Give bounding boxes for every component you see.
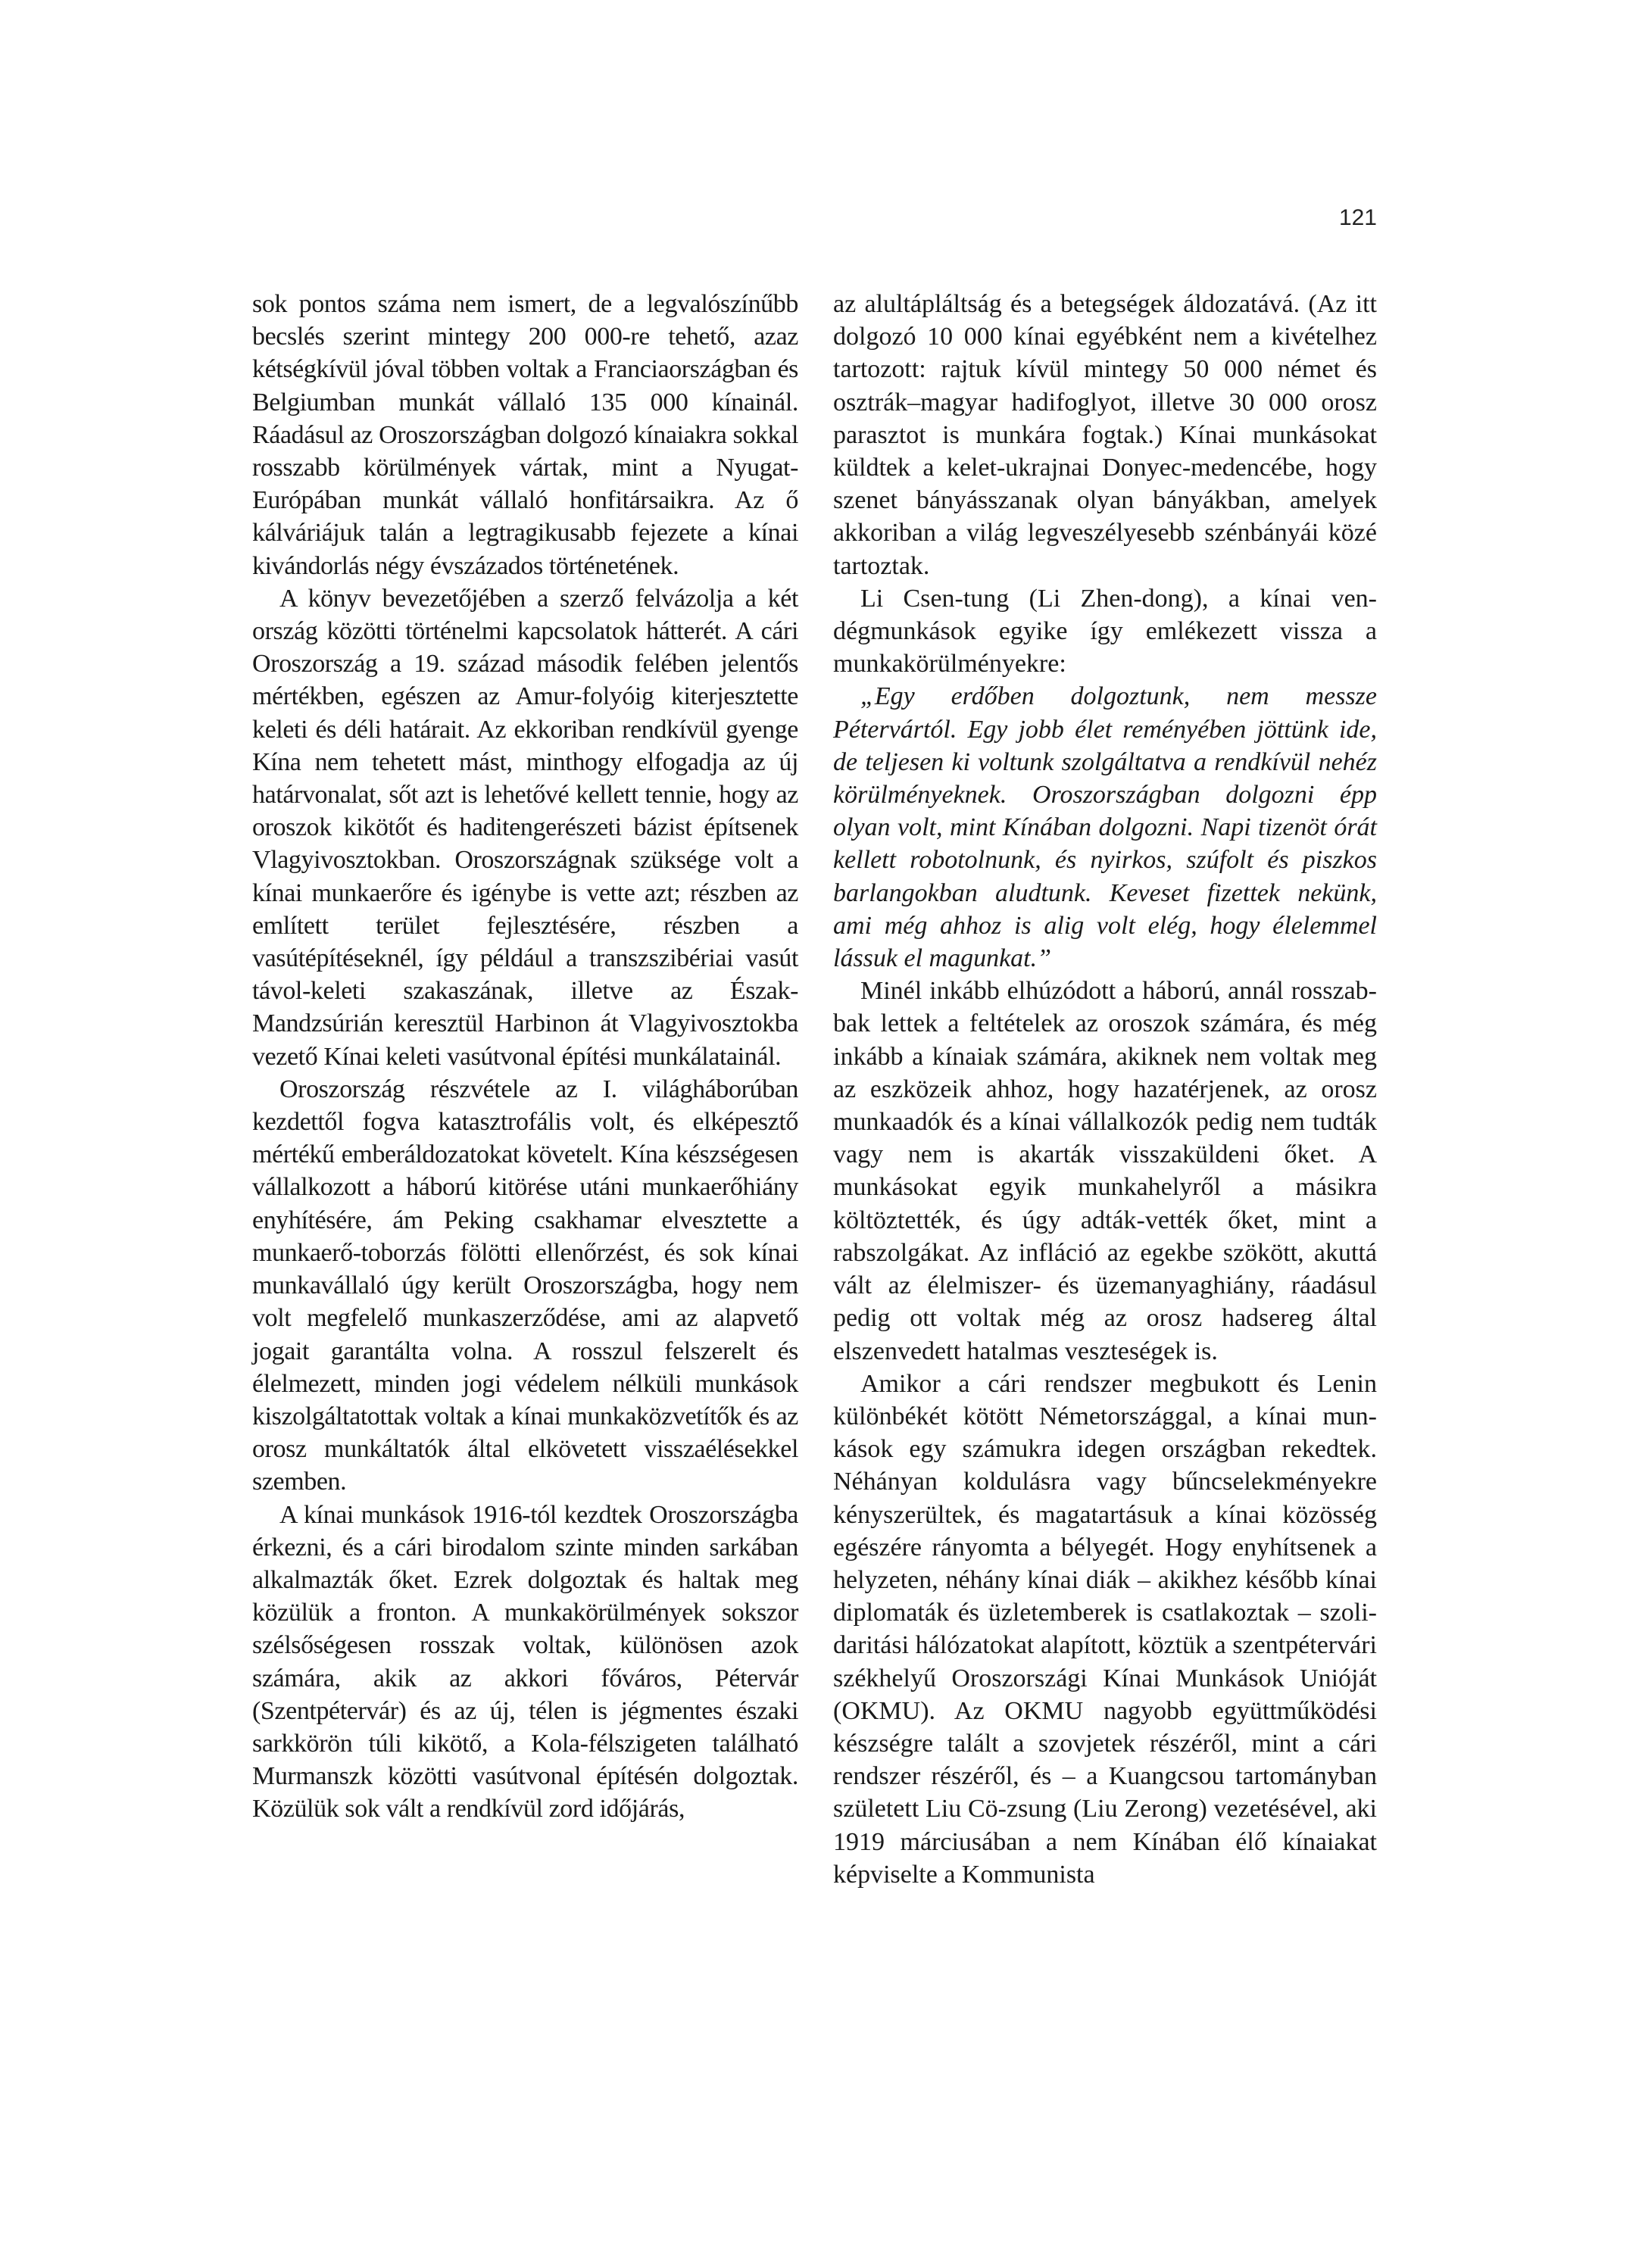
paragraph: az alultápláltság és a betegségek áldozatává. (Az itt dolgozó 10 000 kínai egyébként nem a kivételhez tartozott: rajtuk kívül mintegy 50 000 német és osztrák–magyar hadifoglyot, illetve 30 000 orosz parasztot is munkára fogtak.) Kínai munkásokat küldtek a kelet-ukrajnai Donyec-medencébe, hogy szenet bányásszanak olyan bányákban, amelyek akkoriban a világ legveszélyesebb szénbányái közé tartoztak. bbox=[833, 290, 1377, 580]
paragraph: A kínai munkások 1916-tól kezdtek Oroszországba érkezni, és a cári birodalom szinte minden sarkában alkalmazták őket. Ezrek dolgoztak és haltak meg közülük a fronton. A munkakörülmények sokszor szélsőségesen rosszak voltak, különösen azok számára, akik az akkori főváros, Pétervár (Szentpétervár) és az új, télen is jégmentes északi sarkkörön túli kikötő, a Kola-félszigeten található Murmanszk közötti vasútvonal építésén dolgoztak. Közülük sok vált a rendkívül zord időjárás, bbox=[252, 1500, 798, 1823]
paragraph: Li Csen-tung (Li Zhen-dong), a kínai vendégmunkások egyike így emlékezett vissza a munkakörülményekre: bbox=[833, 584, 1377, 679]
block-quote: „Egy erdőben dolgoztunk, nem messze Pétervártól. Egy jobb élet reményében jöttünk ide, de teljesen ki voltunk szolgáltatva a rendkívül nehéz körülményeknek. Oroszországban dolgozni épp olyan volt, mint Kínában dolgozni. Napi tizenöt órát kellett robotolnunk, és nyirkos, szúfolt és piszkos barlangokban aludtunk. Keveset fizettek nekünk, ami még ahhoz is alig volt elég, hogy élelemmel lássuk el magunkat.” bbox=[833, 682, 1377, 973]
left-column bbox=[252, 288, 798, 1826]
page-number: 121 bbox=[1338, 205, 1377, 230]
paragraph: Minél inkább elhúzódott a háború, annál rosszabbak lettek a feltételek az oroszok számára, és még inkább a kínaiak számára, akiknek nem voltak meg az eszközeik ahhoz, hogy hazatérjenek, az orosz munkaadók és a kínai vállalkozók pedig nem tudták vagy nem is akarták visszaküldeni őket. A munkásokat egyik munkahelyről a másikra költöztették, és úgy adták-vették őket, mint a rabszolgákat. Az infláció az egekbe szökött, akuttá vált az élelmiszer- és üzemanyaghiány, ráadásul pedig ott voltak még az orosz hadsereg által elszenvedett hatalmas veszteségek is. bbox=[833, 977, 1377, 1365]
paragraph: A könyv bevezetőjében a szerző felvázolja a két ország közötti történelmi kapcsolatok hátterét. A cári Oroszország a 19. század második felében jelentős mértékben, egészen az Amur-folyóig kiterjesztette keleti és déli határait. Az ekkoriban rendkívül gyenge Kína nem tehetett mást, minthogy elfogadja az új határvonalat, sőt azt is lehetővé kellett tennie, hogy az oroszok kikötőt és haditengerészeti bázist építsenek Vlagyivosztokban. Oroszországnak szüksége volt a kínai munkaerőre és igénybe is vette azt; részben az említett terület fejlesztésére, részben a vasútépítéseknél, így például a transzszibériai vasút távol-keleti szakaszának, illetve az Észak-Mandzsúrián keresztül Harbinon át Vlagyivosztokba vezető Kínai keleti vasútvonal építési munkálatainál. bbox=[252, 584, 798, 1071]
paragraph: Amikor a cári rendszer megbukott és Lenin különbékét kötött Németországgal, a kínai munkások egy számukra idegen országban rekedtek. Néhányan koldulásra vagy bűncselekményekre kényszerültek, és magatartásuk a kínai közösség egészére rányomta a bélyegét. Hogy enyhítsenek a helyzeten, néhány kínai diák – akikhez később kínai diplomaták és üzletemberek is csatlakoztak – szolidaritási hálózatokat alapított, köztük a szentpétervári székhelyű Oroszországi Kínai Munkások Unióját (OKMU). Az OKMU nagyobb együttműködési készségre talált a szovjetek részéről, mint a cári rendszer részéről, és – a Kuangcsou tartományban született Liu Cö-zsung (Liu Zerong) vezetésével, aki 1919 márciusában a nem Kínában élő kínaiakat képviselte a Kommunista bbox=[833, 1369, 1377, 1889]
paragraph: sok pontos száma nem ismert, de a legvalószínűbb becslés szerint mintegy 200 000-re tehető, azaz kétségkívül jóval többen voltak a Franciaországban és Belgiumban munkát vállaló 135 000 kínainál. Ráadásul az Oroszországban dolgozó kínaiakra sokkal rosszabb körülmények vártak, mint a Nyugat-Európában munkát vállaló honfitársaikra. Az ő kálváriájuk talán a legtragikusabb fejezete a kínai kivándorlás négy évszázados történetének. bbox=[252, 290, 798, 580]
paragraph: Oroszország részvétele az I. világháborúban kezdettől fogva katasztrofális volt, és elképesztő mértékű emberáldozatokat követelt. Kína készségesen vállalkozott a háború kitörése utáni munkaerőhiány enyhítésére, ám Peking csakhamar elvesztette a munkaerő-toborzás fölötti ellenőrzést, és sok kínai munkavállaló úgy került Oroszországba, hogy nem volt megfelelő munkaszerződése, ami az alapvető jogait garantálta volna. A rosszul felszerelt és élelmezett, minden jogi védelem nélküli munkások kiszolgáltatottak voltak a kínai munkaközvetítők és az orosz munkáltatók által elkövetett visszaélésekkel szemben. bbox=[252, 1075, 798, 1496]
right-column bbox=[833, 288, 1377, 1891]
